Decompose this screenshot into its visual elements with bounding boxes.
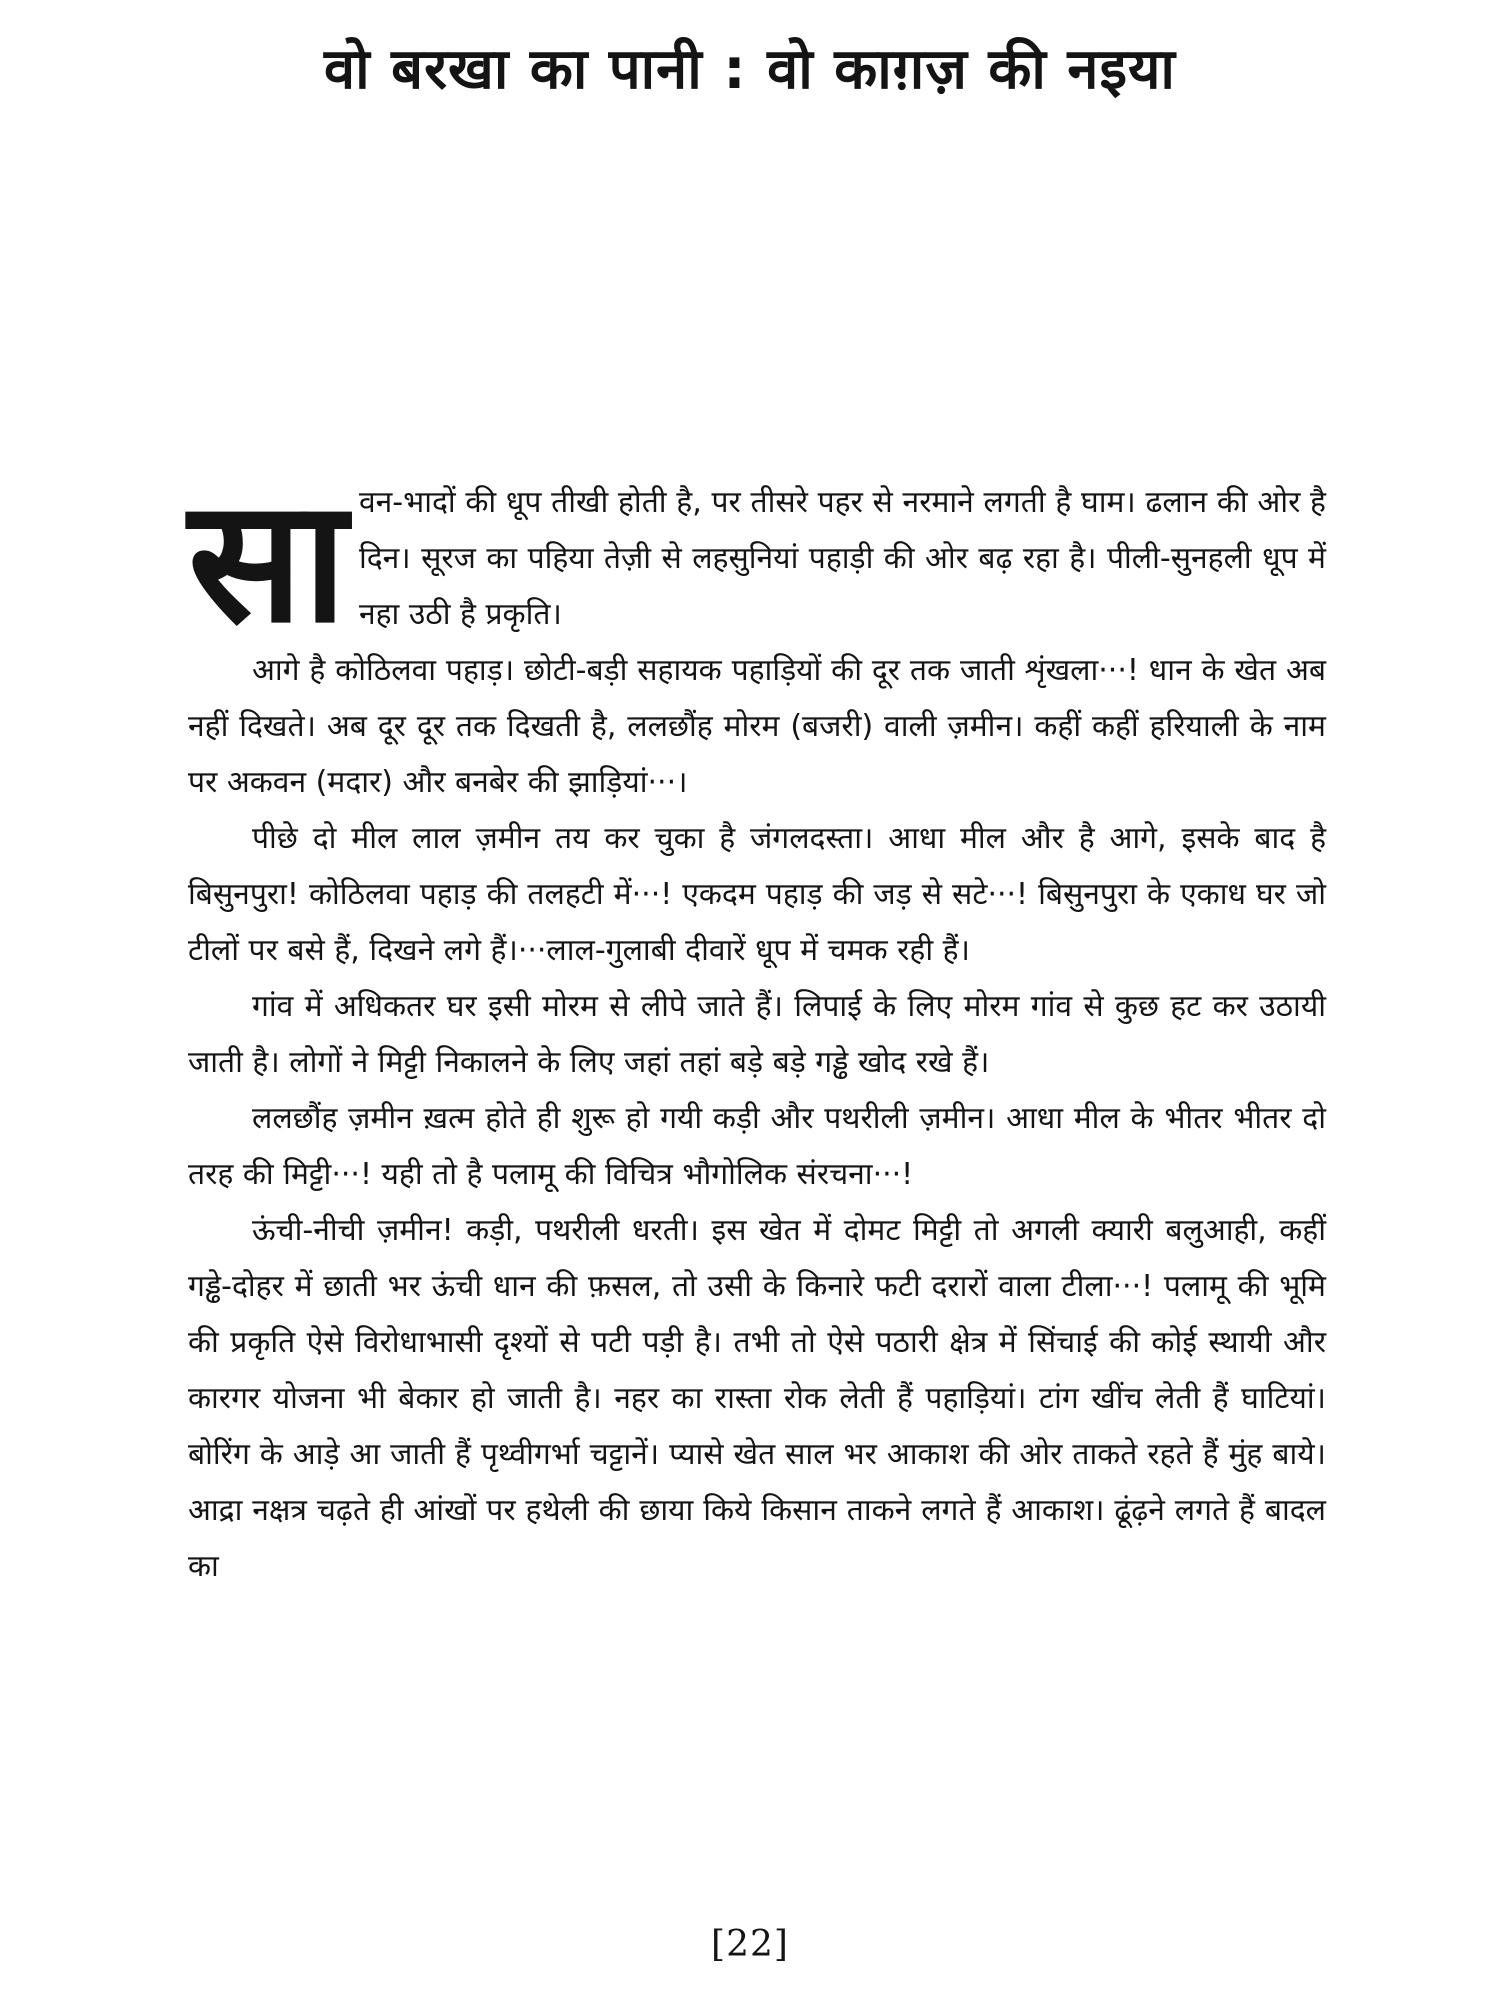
drop-cap: सा — [188, 461, 343, 661]
chapter-body — [188, 461, 1326, 1595]
paragraph-text: वन-भादों की धूप तीखी होती है, पर तीसरे पहर से नरमाने लगती है घाम। ढलान की ओर है दिन। सूरज का पहिया तेज़ी से लहसुनियां पहाड़ी की ओर बढ़ रहा है। पीली-सुनहली धूप में नहा उठी है प्रकृति। — [358, 485, 1326, 632]
paragraph: गांव में अधिकतर घर इसी मोरम से लीपे जाते हैं। लिपाई के लिए मोरम गांव से कुछ हट कर उठायी जाती है। लोगों ने मिट्टी निकालने के लिए जहां तहां बड़े बड़े गड्ढे खोद रखे हैं। — [188, 989, 1326, 1080]
chapter-title: वो बरखा का पानी : वो काग़ज़ की नइया — [324, 37, 1176, 102]
paragraph: पीछे दो मील लाल ज़मीन तय कर चुका है जंगलदस्ता। आधा मील और है आगे, इसके बाद है बिसुनपुरा! कोठिलवा पहाड़ की तलहटी में···! एकदम पहाड़ की जड़ से सटे···! बिसुनपुरा के एकाध घर जो टीलों पर बसे हैं, दिखने लगे हैं।···लाल-गुलाबी दीवारें धूप में चमक रही हैं। — [188, 821, 1326, 968]
paragraph — [188, 461, 1326, 661]
paragraph: आगे है कोठिलवा पहाड़। छोटी-बड़ी सहायक पहाड़ियों की दूर तक जाती शृंखला···! धान के खेत अब नहीं दिखते। अब दूर दूर तक दिखती है, ललछौंह मोरम (बजरी) वाली ज़मीन। कहीं कहीं हरियाली के नाम पर अकवन (मदार) और बनबेर की झाड़ियां···। — [188, 653, 1326, 800]
paragraph: ऊंची-नीची ज़मीन! कड़ी, पथरीली धरती। इस खेत में दोमट मिट्टी तो अगली क्यारी बलुआही, कहीं गड्ढे-दोहर में छाती भर ऊंची धान की फ़सल, तो उसी के किनारे फटी दरारों वाला टीला···! पलामू की भूमि की प्रकृति ऐसे विरोधाभासी दृश्यों से पटी पड़ी है। तभी तो ऐसे पठारी क्षेत्र में सिंचाई की कोई स्थायी और कारगर योजना भी बेकार हो जाती है। नहर का रास्ता रोक लेती हैं पहाड़ियां। टांग खींच लेती हैं घाटियां। बोरिंग के आड़े आ जाती हैं पृथ्वीगर्भा चट्टानें। प्यासे खेत साल भर आकाश की ओर ताकते रहते हैं मुंह बाये। आद्रा नक्षत्र चढ़ते ही आंखों पर हथेली की छाया किये किसान ताकने लगते हैं आकाश। ढूंढ़ने लगते हैं बादल का — [188, 1213, 1326, 1584]
page-number: [22] — [711, 1924, 789, 1965]
paragraph: ललछौंह ज़मीन ख़त्म होते ही शुरू हो गयी कड़ी और पथरीली ज़मीन। आधा मील के भीतर भीतर दो तरह की मिट्टी···! यही तो है पलामू की विचित्र भौगोलिक संरचना···! — [188, 1101, 1326, 1192]
